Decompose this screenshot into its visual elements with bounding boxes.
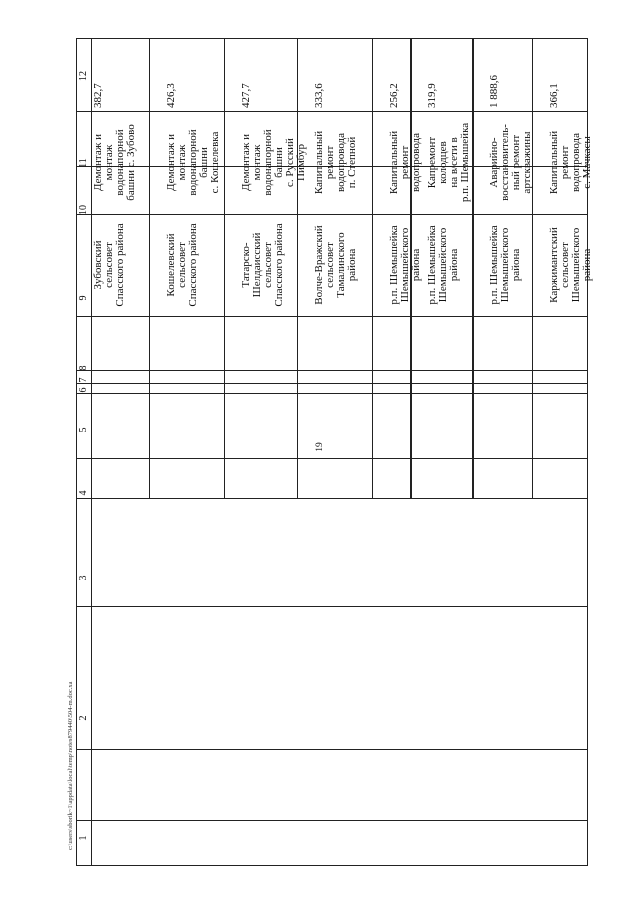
column-header-label: 10 xyxy=(78,205,89,215)
table-border-bottom xyxy=(76,865,588,866)
column-header-label: 11 xyxy=(78,158,89,168)
table-column-divider xyxy=(76,606,588,607)
table-column-divider xyxy=(76,820,588,821)
table-row-divider xyxy=(149,38,150,498)
table-row-divider xyxy=(224,38,225,498)
column-header-label: 9 xyxy=(78,295,89,301)
settlement-cell-text: р.п. Шемышейка Шемышейского района xyxy=(488,225,522,305)
landscape-table xyxy=(76,38,593,866)
table-row-divider xyxy=(532,38,533,498)
amount-cell-text: 427,7 xyxy=(240,83,252,108)
work-description-cell-text: Аварийно- восстановитель- ный ремонт артскважины xyxy=(488,124,533,201)
amount-cell-text: 256,2 xyxy=(388,83,400,108)
work-description-cell-text: Капремонт колодцев на в/сети в р.п. Шемышейка xyxy=(426,122,471,203)
settlement-cell-text: Татарско- Шелдаисский сельсовет Спасского района xyxy=(240,223,285,307)
table-column-divider xyxy=(76,370,588,371)
column-header-label: 2 xyxy=(78,715,89,721)
column-header-label: 8 xyxy=(78,365,89,371)
work-description-cell-text: Демонтаж и монтаж водонапорной башни с. Русский Пимбур xyxy=(240,129,307,196)
table-row-divider xyxy=(372,38,373,498)
work-description-cell-text: Капитальный ремонт водопровода xyxy=(388,130,422,195)
table-row-divider xyxy=(297,38,298,498)
column-header-label: 5 xyxy=(78,427,89,433)
table-column-divider xyxy=(76,214,588,215)
column-header-label: 3 xyxy=(78,575,89,581)
table-row-divider xyxy=(473,38,474,498)
table-column-divider xyxy=(76,393,588,394)
table-border-left xyxy=(76,38,77,866)
table-column-divider xyxy=(76,498,588,499)
column-header-label: 12 xyxy=(78,71,89,81)
settlement-cell-text: р.п. Шемышейка Шемышейского района xyxy=(388,225,422,305)
table-column-divider xyxy=(76,383,588,384)
table-column-divider xyxy=(76,458,588,459)
file-path-text: c:\users\sborik~1\appdata\local\temp\notes879440\504-m.doc.xa xyxy=(67,681,74,850)
work-description-cell-text: Демонтаж и монтаж водонапорной башни с. Зубово xyxy=(92,124,137,201)
table-column-divider xyxy=(76,749,588,750)
amount-cell-text: 426,3 xyxy=(165,83,177,108)
table-column-divider xyxy=(76,111,588,112)
settlement-cell-text: Зубовский сельсовет Спасского района xyxy=(92,223,126,307)
work-description-cell-text: Демонтаж и монтаж водонапорной башни с. Кошелевка xyxy=(165,129,221,196)
table-border-top xyxy=(76,38,588,39)
column-header-label: 4 xyxy=(78,490,89,496)
settlement-cell-text: р.п. Шемышейка Шемышейского района xyxy=(426,225,460,305)
table-column-divider xyxy=(76,316,588,317)
work-description-cell-text: Капитальный ремонт водопровода п. Степной xyxy=(313,130,358,195)
column-header-label: 7 xyxy=(78,377,89,383)
column-header-label: 1 xyxy=(78,835,89,841)
amount-cell-text: 319,9 xyxy=(426,83,438,108)
amount-cell-text: 1 888,6 xyxy=(488,75,500,108)
settlement-cell-text: Каржимантский сельсовет Шемышейского района xyxy=(548,227,593,303)
settlement-cell-text: Волче-Вражский сельсовет Тамалинского района xyxy=(313,225,358,305)
settlement-cell-text: Кошелевский сельсовет Спасского района xyxy=(165,223,199,307)
amount-cell-text: 366,1 xyxy=(548,83,560,108)
page-number: 19 xyxy=(315,442,325,452)
column-header-label: 6 xyxy=(78,387,89,393)
work-description-cell-text: Капитальный ремонт водопровода с. Мачкасы xyxy=(548,130,593,195)
amount-cell-text: 333,6 xyxy=(313,83,325,108)
amount-cell-text: 382,7 xyxy=(92,83,104,108)
